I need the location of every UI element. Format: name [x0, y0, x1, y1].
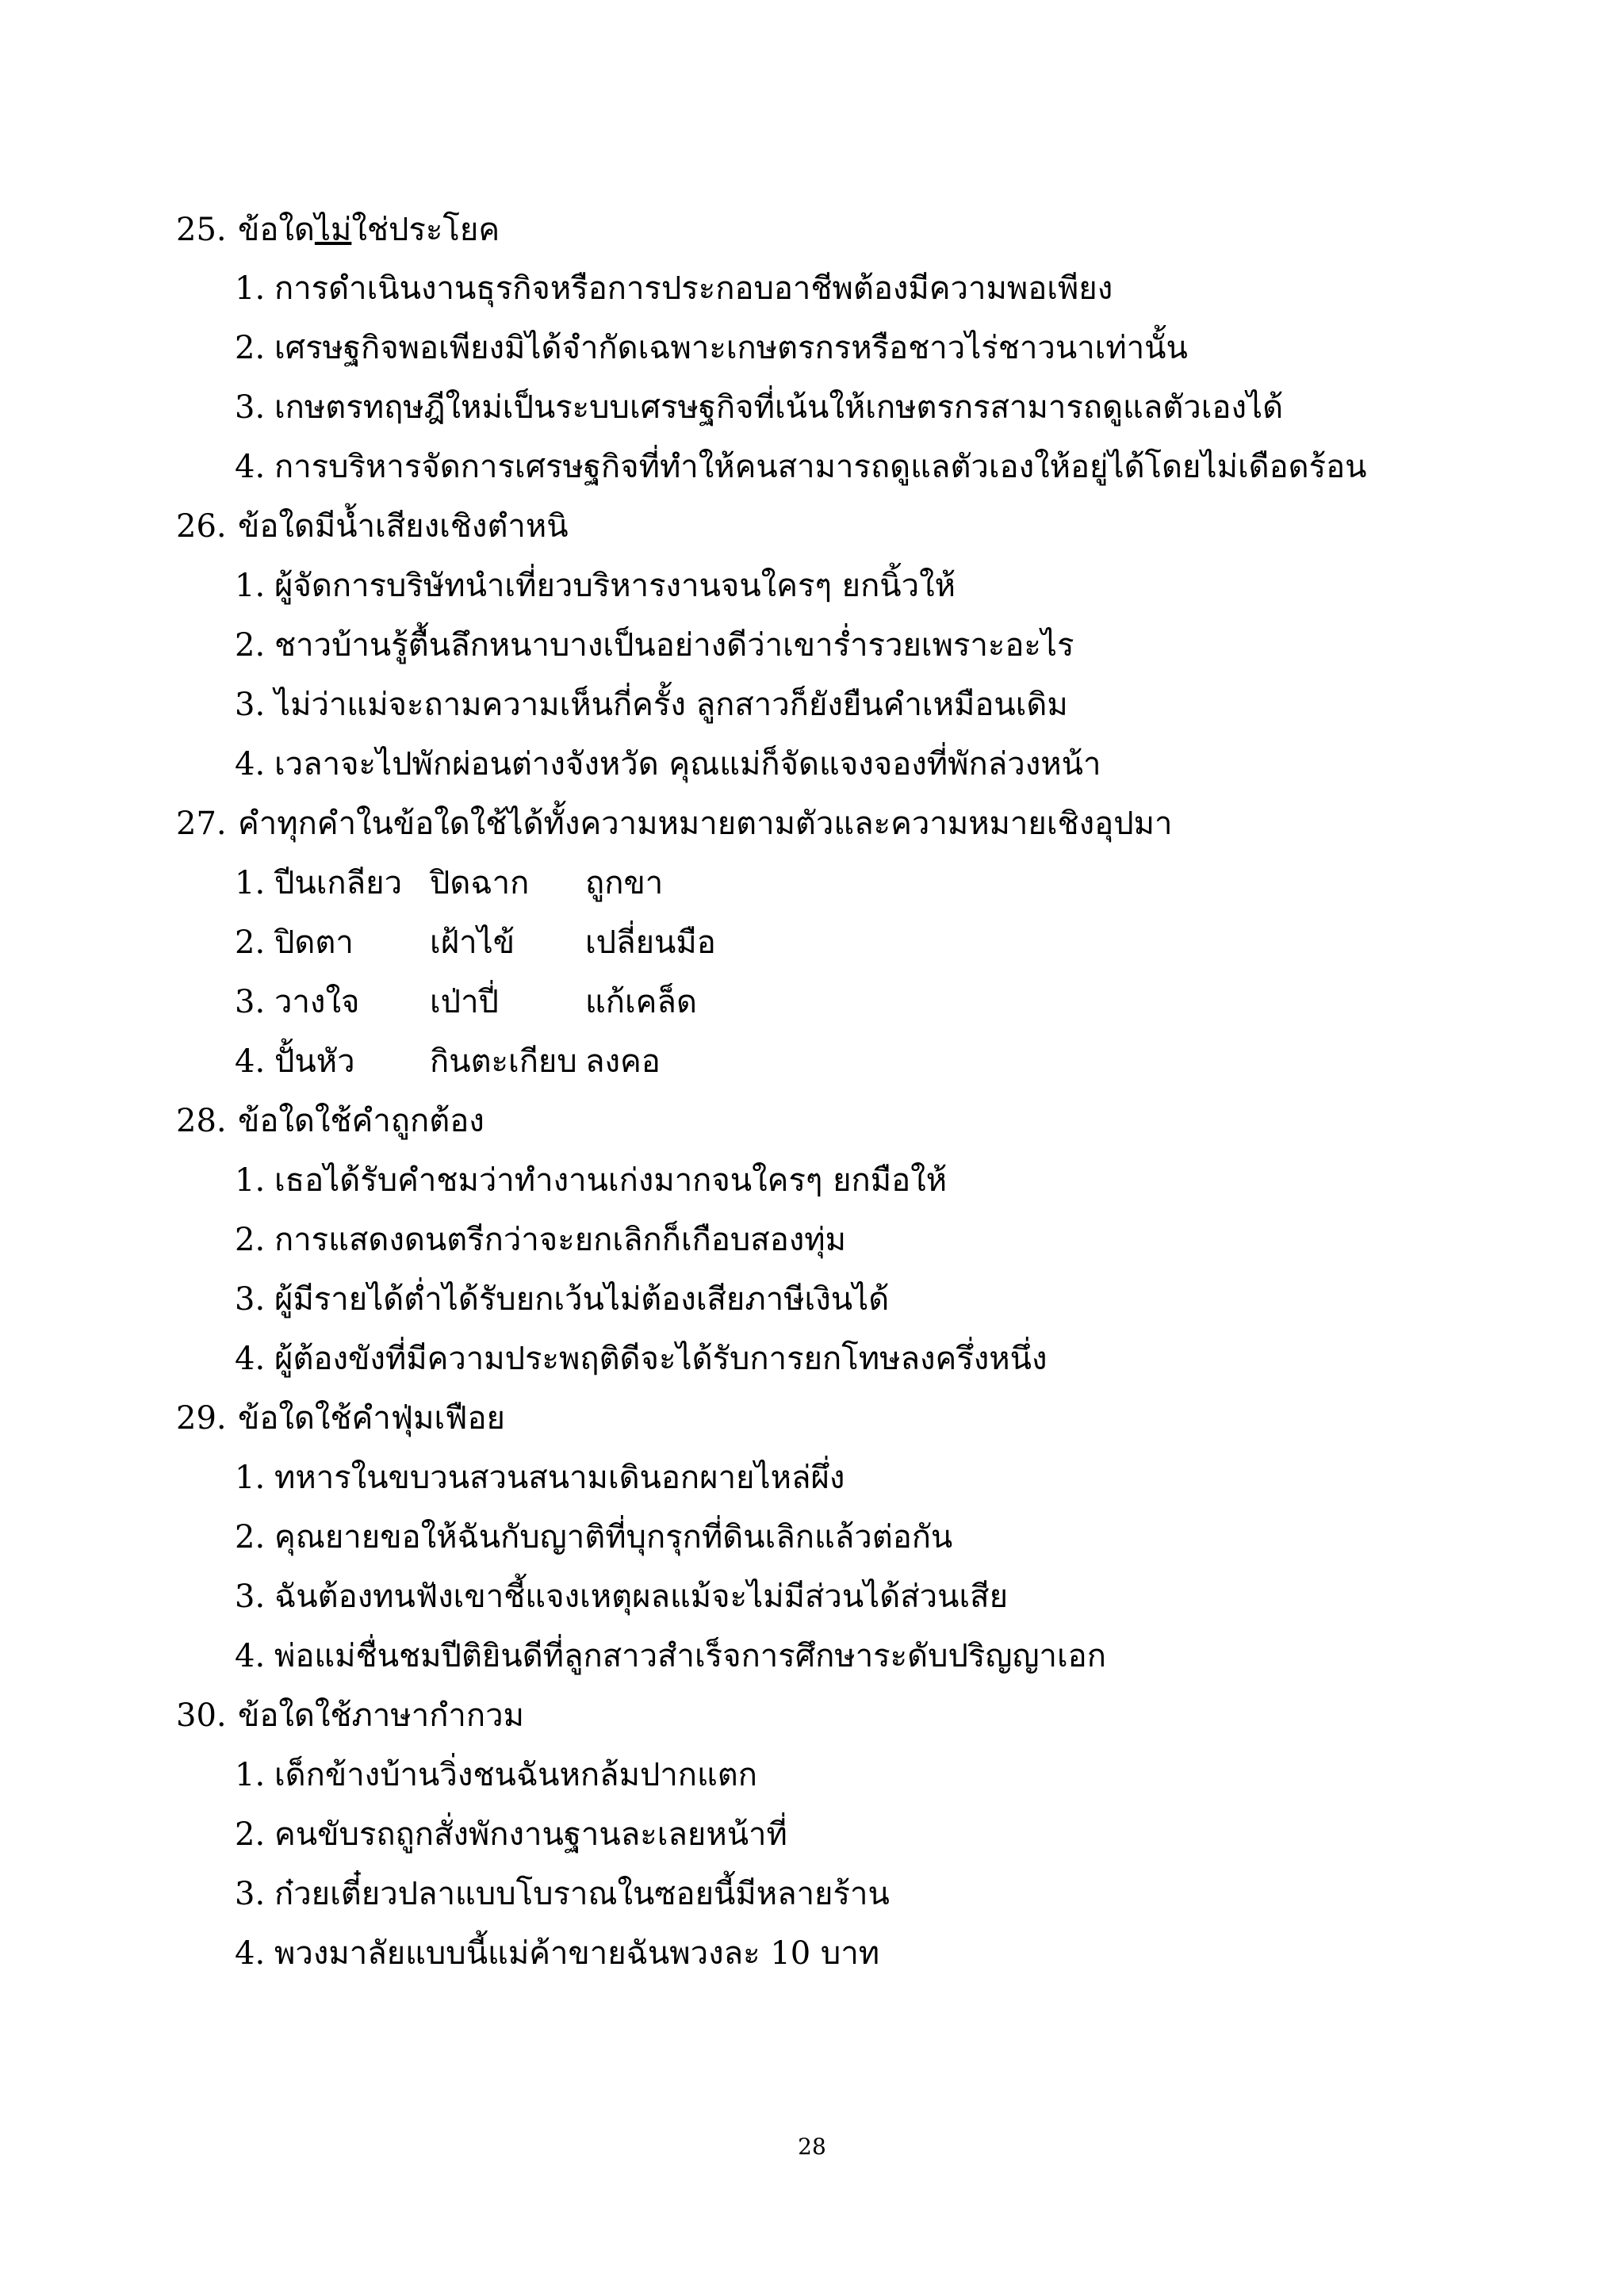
option-number: 3.: [235, 1876, 266, 1912]
option-word: เฝ้าไข้: [430, 924, 515, 961]
option: [235, 1277, 889, 1322]
question-stem: ข้อใดใช้คำถูกต้อง: [238, 1103, 485, 1139]
question-stem: [238, 212, 500, 248]
question-26: [176, 504, 569, 549]
option: [235, 326, 1188, 370]
option-text: เกษตรทฤษฎีใหม่เป็นระบบเศรษฐกิจที่เน้นให้เกษตรกรสามารถดูแลตัวเองได้: [274, 389, 1284, 426]
option-text: ทหารในขบวนสวนสนามเดินอกผายไหล่ผึ่ง: [274, 1460, 845, 1496]
option-number: 4.: [235, 449, 266, 485]
page-number: 28: [798, 2133, 826, 2160]
option-word: ปิดตา: [274, 924, 354, 961]
option-number: 4.: [235, 1638, 266, 1674]
option-number: 1.: [235, 1460, 266, 1496]
option-text: การแสดงดนตรีกว่าจะยกเลิกก็เกือบสองทุ่ม: [274, 1222, 846, 1258]
option: [235, 1515, 952, 1559]
option-text: ชาวบ้านรู้ตื้นลึกหนาบางเป็นอย่างดีว่าเขาร่ำรวยเพราะอะไร: [274, 627, 1074, 664]
option: [235, 861, 663, 905]
stem-part: ใช่ประโยค: [351, 212, 500, 248]
option-number: 1.: [235, 270, 266, 307]
option-number: 2.: [235, 330, 266, 366]
option: [235, 1872, 890, 1916]
option-text: เด็กข้างบ้านวิ่งชนฉันหกล้มปากแตก: [274, 1757, 757, 1793]
option-text: คุณยายขอให้ฉันกับญาติที่บุกรุกที่ดินเลิกแล้วต่อกัน: [274, 1519, 953, 1556]
option-number: 1.: [235, 568, 266, 604]
option-number: 3.: [235, 687, 266, 723]
option-number: 2.: [235, 1519, 266, 1556]
option-text: เศรษฐกิจพอเพียงมิได้จำกัดเฉพาะเกษตรกรหรือชาวไร่ชาวนาเท่านั้น: [274, 330, 1188, 366]
option-word: เป่าปี่: [430, 984, 499, 1020]
option-word: กินตะเกียบ: [430, 1043, 577, 1080]
option-text: พวงมาลัยแบบนี้แม่ค้าขายฉันพวงละ 10 บาท: [274, 1935, 880, 1972]
option-number: 1.: [235, 1162, 266, 1199]
question-number: 29.: [176, 1400, 227, 1437]
option-text: การดำเนินงานธุรกิจหรือการประกอบอาชีพต้องมีความพอเพียง: [274, 270, 1113, 307]
option-number: 4.: [235, 1341, 266, 1377]
option-number: 2.: [235, 924, 266, 961]
question-number: 26.: [176, 508, 227, 545]
option-text: พ่อแม่ชื่นชมปีติยินดีที่ลูกสาวสำเร็จการศึกษาระดับปริญญาเอก: [274, 1638, 1106, 1674]
question-number: 30.: [176, 1697, 227, 1734]
option: [235, 1158, 947, 1203]
option-number: 1.: [235, 865, 266, 901]
option-number: 4.: [235, 1935, 266, 1972]
question-stem: ข้อใดมีน้ำเสียงเชิงตำหนิ: [238, 508, 569, 545]
option: [235, 980, 697, 1024]
question-number: 27.: [176, 806, 227, 842]
option-number: 3.: [235, 1578, 266, 1615]
option: [235, 1456, 845, 1500]
option-text: ไม่ว่าแม่จะถามความเห็นกี่ครั้ง ลูกสาวก็ยังยืนคำเหมือนเดิม: [274, 687, 1068, 723]
option-number: 3.: [235, 389, 266, 426]
option: [235, 266, 1113, 311]
option: [235, 742, 1101, 786]
option-text: คนขับรถถูกสั่งพักงานฐานละเลยหน้าที่: [274, 1816, 787, 1853]
option-word: เปลี่ยนมือ: [585, 924, 716, 961]
question-25: [176, 208, 500, 252]
option-text: ก๋วยเตี๋ยวปลาแบบโบราณในซอยนี้มีหลายร้าน: [274, 1876, 890, 1912]
option: [235, 1931, 879, 1976]
option: [235, 920, 716, 965]
option-number: 2.: [235, 1222, 266, 1258]
stem-part: ข้อใด: [238, 212, 315, 248]
option-number: 2.: [235, 1816, 266, 1853]
option: [235, 1634, 1106, 1678]
question-stem: ข้อใดใช้คำฟุ่มเฟือย: [238, 1400, 505, 1437]
option: [235, 1039, 661, 1084]
option-word: วางใจ: [274, 984, 360, 1020]
option-number: 2.: [235, 627, 266, 664]
option-word: ถูกขา: [585, 865, 664, 901]
option-text: ผู้ต้องขังที่มีความประพฤติดีจะได้รับการยกโทษลงครึ่งหนึ่ง: [274, 1341, 1048, 1377]
option-word: แก้เคล็ด: [585, 984, 697, 1020]
option-number: 4.: [235, 1043, 266, 1080]
option-text: ผู้มีรายได้ต่ำได้รับยกเว้นไม่ต้องเสียภาษีเงินได้: [274, 1281, 890, 1318]
option-text: ฉันต้องทนฟังเขาชี้แจงเหตุผลแม้จะไม่มีส่วนได้ส่วนเสีย: [274, 1578, 1008, 1615]
option-text: เวลาจะไปพักผ่อนต่างจังหวัด คุณแม่ก็จัดแจงจองที่พักล่วงหน้า: [274, 746, 1101, 783]
option: [235, 445, 1366, 489]
option: [235, 623, 1074, 668]
option: [235, 683, 1068, 727]
option-number: 3.: [235, 1281, 266, 1318]
option: [235, 1753, 757, 1797]
option-word: ปีนเกลียว: [274, 865, 403, 901]
option: [235, 564, 956, 608]
option-number: 1.: [235, 1757, 266, 1793]
option-text: เธอได้รับคำชมว่าทำงานเก่งมากจนใครๆ ยกมือให้: [274, 1162, 948, 1199]
option: [235, 1218, 846, 1262]
option-text: การบริหารจัดการเศรษฐกิจที่ทำให้คนสามารถดูแลตัวเองให้อยู่ได้โดยไม่เดือดร้อน: [274, 449, 1367, 485]
option: [235, 1575, 1008, 1619]
question-29: [176, 1396, 505, 1441]
option: [235, 385, 1283, 430]
question-27: [176, 802, 1172, 846]
option-word: ปิดฉาก: [430, 865, 530, 901]
question-number: 25.: [176, 212, 227, 248]
option-number: 4.: [235, 746, 266, 783]
question-stem: ข้อใดใช้ภาษากำกวม: [238, 1697, 524, 1734]
option-word: ลงคอ: [585, 1043, 661, 1080]
option: [235, 1337, 1048, 1381]
question-number: 28.: [176, 1103, 227, 1139]
option-number: 3.: [235, 984, 266, 1020]
question-stem: คำทุกคำในข้อใดใช้ได้ทั้งความหมายตามตัวและความหมายเชิงอุปมา: [238, 806, 1173, 842]
question-28: [176, 1099, 485, 1143]
option-text: ผู้จัดการบริษัทนำเที่ยวบริหารงานจนใครๆ ยกนิ้วให้: [274, 568, 956, 604]
option-word: ปั้นหัว: [274, 1043, 355, 1080]
stem-underlined: ไม่: [314, 212, 352, 248]
option: [235, 1812, 787, 1857]
question-30: [176, 1693, 524, 1738]
